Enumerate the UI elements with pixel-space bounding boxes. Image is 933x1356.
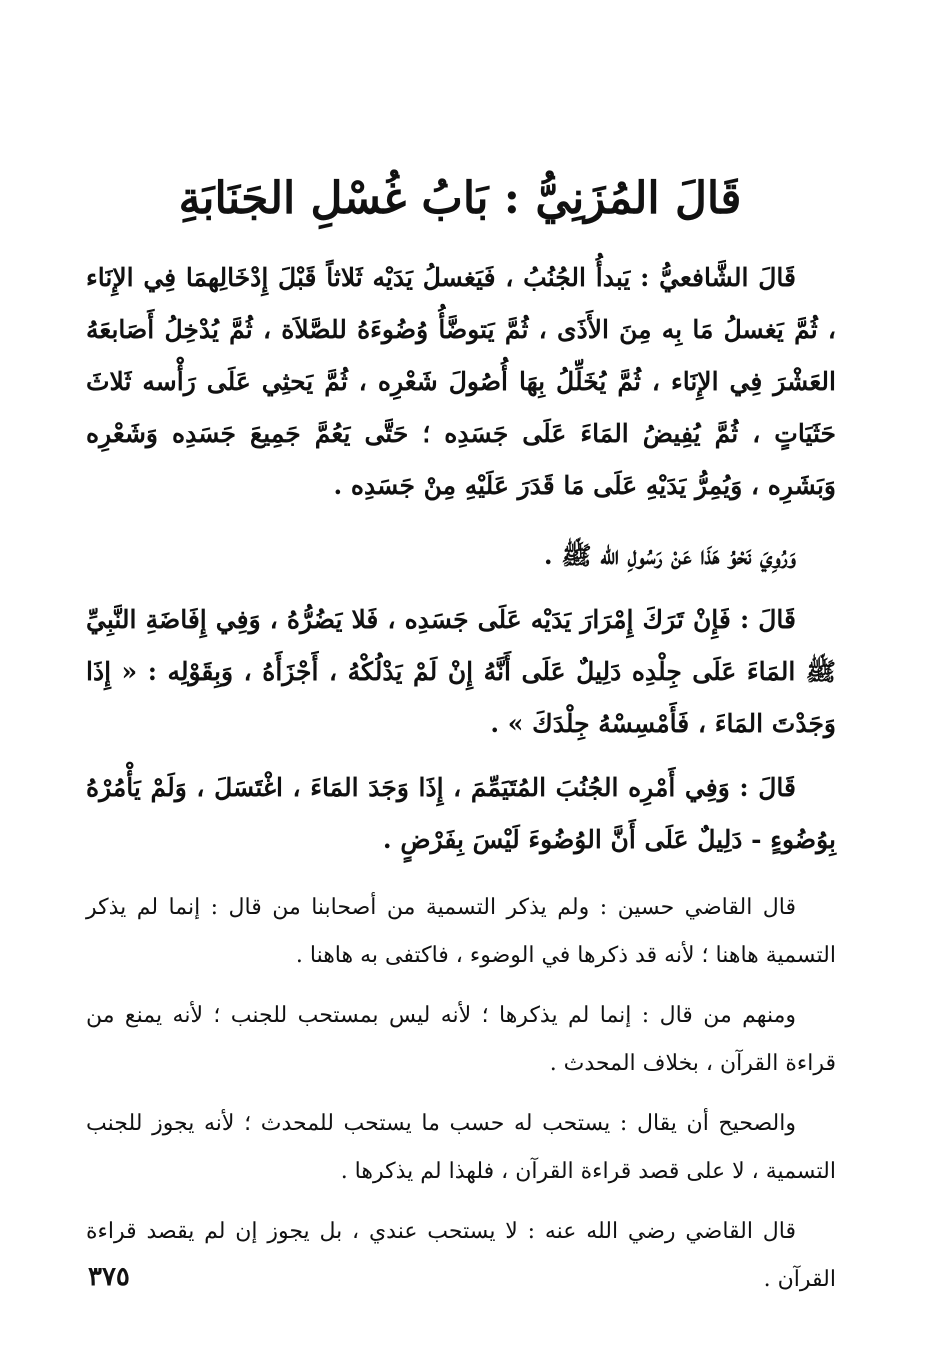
chapter-title: قَالَ المُزَنِيُّ : بَابُ غُسْلِ الجَنَابَةِ — [178, 173, 742, 225]
matn-paragraph: وَرُوِيَ نَحْوُ هَذَا عَنْ رَسُولِ الله ﷺ . — [543, 541, 796, 570]
commentary-paragraph: والصحيح أن يقال : يستحب له حسب ما يستحب للمحدث ؛ لأنه يجوز للجنب التسمية ، لا على قصد قراءة القرآن ، فلهذا لم يذكرها . — [86, 1111, 836, 1184]
matn-paragraph: قَالَ الشَّافعيُّ : يَبدأُ الجُنُبُ ، فَيَغسلُ يَدَيْه ثَلاثاً قَبْلَ إِدْخَالِهمَا فِي الإِنَاء ، ثُمَّ يَغسلُ مَا بِه مِنَ الأَذَى ، ثُمَّ يَتوضَّأُ وُضُوءَهُ للصَّلاَة ، ثُمَّ يُدْخِلُ أَصَابعَهُ العَشْرَ فِي الإِنَاء ، ثُمَّ يُخَلِّلُ بِهَا أُصُولَ شَعْرِه ، ثُمَّ يَحثِي عَلَى رَأْسه ثَلاثَ حَثَيَاتٍ ، ثُمَّ يُفِيضُ المَاءَ عَلَى جَسَدِه ؛ حَتَّى يَعُمَّ جَمِيعَ جَسَدِه وَشَعْرِه وَبَشَرِه ، وَيُمِرُّ يَدَيْهِ عَلَى مَا قَدَرَ عَلَيْهِ مِنْ جَسَدِه . — [86, 263, 836, 500]
matn-paragraph: قَالَ : وَفِي أَمْرِه الجُنُبَ المُتَيَمِّمَ ، إِذَا وَجَدَ المَاءَ ، اغْتَسَلَ ، وَلَمْ يَأْمُرْهُ بِوُضُوءٍ - دَلِيلٌ عَلَى أَنَّ الوُضُوءَ لَيْسَ بِفَرْضٍ . — [86, 773, 836, 854]
commentary-paragraph: قال القاضي رضي الله عنه : لا يستحب عندي ، بل يجوز إن لم يقصد قراءة القرآن . — [86, 1219, 836, 1292]
page-number: ٣٧٥ — [88, 1262, 130, 1292]
commentary-paragraph: قال القاضي حسين : ولم يذكر التسمية من أصحابنا من قال : إنما لم يذكر التسمية هاهنا ؛ لأنه قد ذكرها في الوضوء ، فاكتفى به هاهنا . — [86, 895, 836, 968]
page-content — [86, 252, 836, 1304]
commentary-paragraph: ومنهم من قال : إنما لم يذكرها ؛ لأنه ليس بمستحب للجنب ؛ لأنه يمنع من قراءة القرآن ، بخلاف المحدث . — [86, 1003, 836, 1076]
matn-paragraph: قَالَ : فَإِنْ تَرَكَ إِمْرَارَ يَدَيْه عَلَى جَسَدِه ، فَلا يَضُرُّهُ ، وَفِي إِفَاضَةِ النَّبِيِّ ﷺ المَاءَ عَلَى جِلْدِه دَلِيلٌ عَلَى أَنَّهُ إِنْ لَمْ يَدْلُكْهُ ، أَجْزَأَهُ ، وَبِقَوْلِه : « إِذَا وَجَدْتَ المَاءَ ، فَأَمْسِسْهُ جِلْدَكَ » . — [86, 605, 836, 738]
